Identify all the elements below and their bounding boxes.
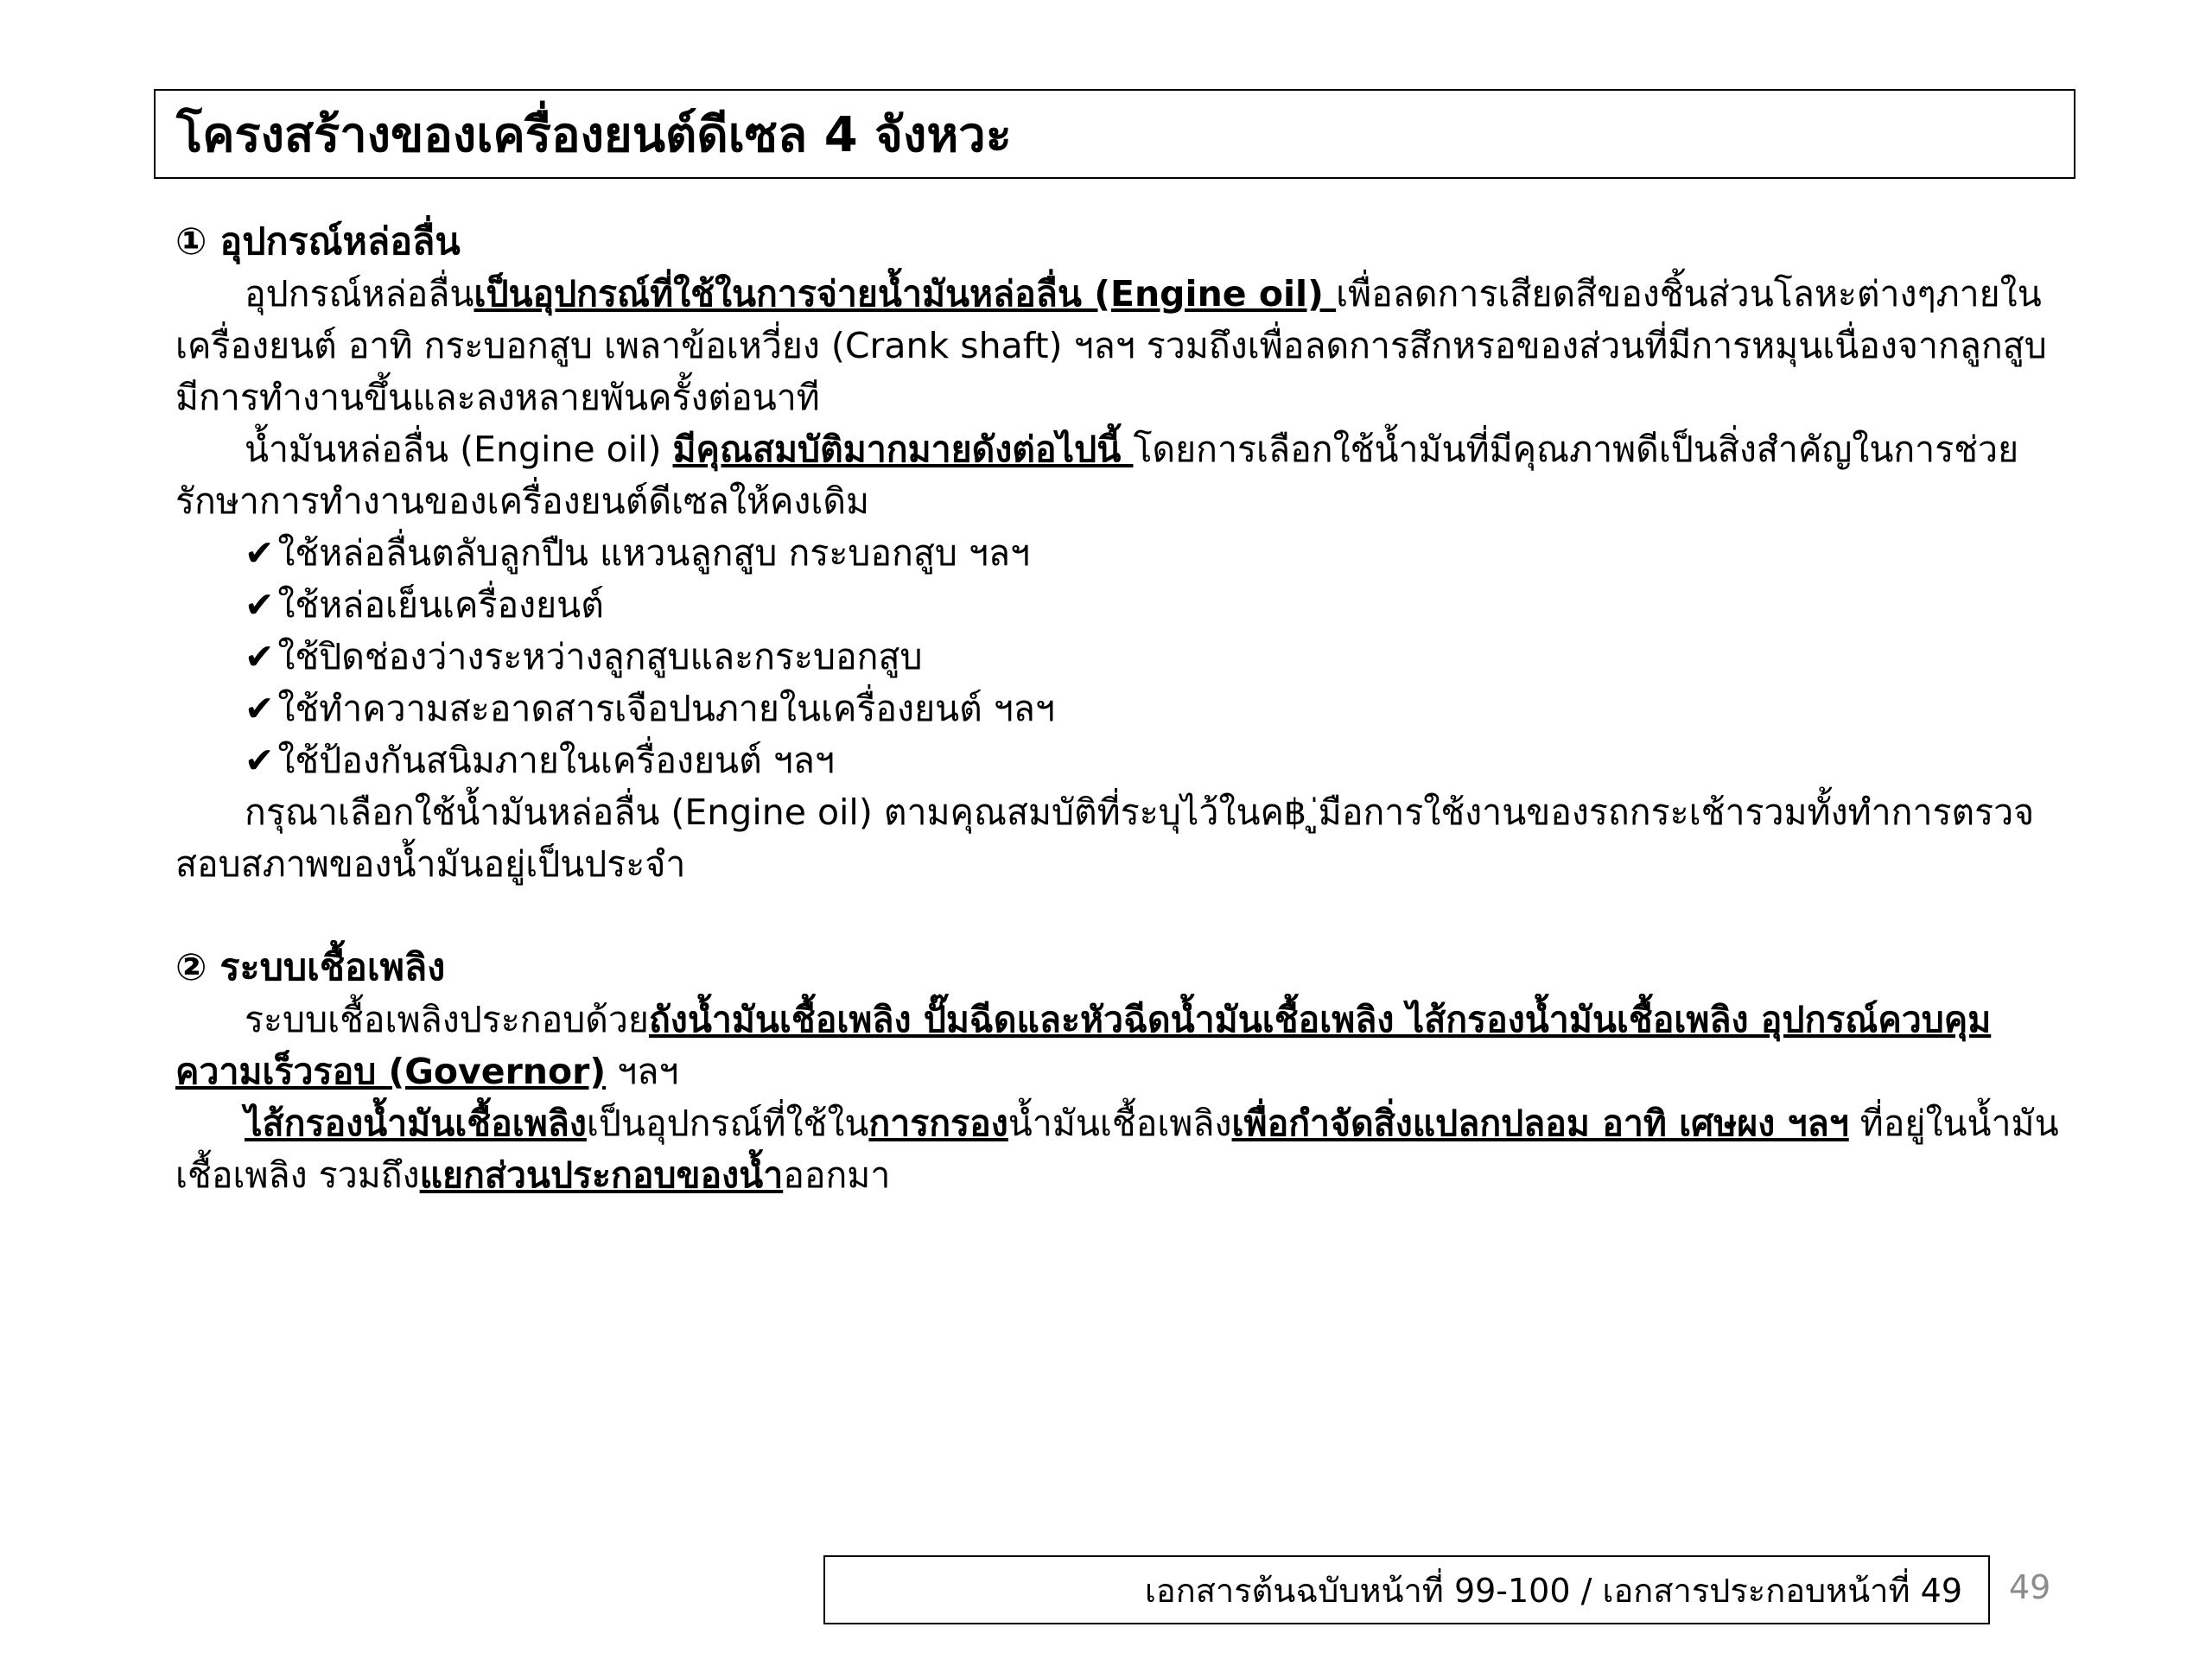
text-run: ฯลฯ xyxy=(606,1051,679,1092)
list-item xyxy=(175,631,2059,683)
text-run: โดยการเลือกใช้น้ำมันที่มีคุณภาพดีเป็นสิ่งสำคัญในการช่วยรักษาการทำงานของเครื่องยนต์ดีเซลให้คงเดิม xyxy=(175,429,2019,522)
text-run: อุปกรณ์หล่อลื่น xyxy=(245,273,474,315)
text-run: น้ำมันเชื้อเพลิง xyxy=(1007,1103,1232,1144)
section-1-paragraph-3: กรุณาเลือกใช้น้ำมันหล่อลื่น (Engine oil) ตามคุณสมบัติที่ระบุไว้ในค฿ ู่มือการใช้งานของรถกระเช้ารวมทั้งทำการตรวจสอบสภาพของน้ำมันอยู่เป็นประจำ xyxy=(175,791,2035,885)
list-item xyxy=(175,527,2059,579)
text-run: ออกมา xyxy=(783,1154,891,1196)
content-area xyxy=(175,216,2059,1201)
oil-properties-list xyxy=(175,527,2059,786)
list-item xyxy=(175,579,2059,631)
list-item-text: ใช้ปิดช่องว่างระหว่างลูกสูบและกระบอกสูบ xyxy=(277,636,923,677)
text-run: ที่อยู่ในน้ำมันเชื้อเพลิง รวมถึง xyxy=(175,1103,2059,1196)
list-item-text: ใช้หล่อลื่นตลับลูกปืน แหวนลูกสูบ กระบอกสูบ ฯลฯ xyxy=(277,532,1031,574)
text-run-emphasis: เพื่อกำจัดสิ่งแปลกปลอม อาทิ เศษผง ฯลฯ xyxy=(1231,1103,1849,1144)
text-run: เพื่อลดการเสียดสีของชิ้นส่วนโลหะต่างๆภายในเครื่องยนต์ อาทิ กระบอกสูบ เพลาข้อเหวี่ยง (Crank shaft) ฯลฯ รวมถึงเพื่อลดการสึกหรอของส่วนที่มีการหมุนเนื่องจากลูกสูบมีการทำงานขึ้นและลงหลายพันครั้งต่อนาที xyxy=(175,273,2047,418)
section-2-paragraph-2 xyxy=(175,1097,2059,1201)
section-1-paragraph-1 xyxy=(175,268,2059,423)
text-run-emphasis: แยกส่วนประกอบของน้ำ xyxy=(419,1154,784,1196)
list-item xyxy=(175,734,2059,786)
page-title: โครงสร้างของเครื่องยนต์ดีเซล 4 จังหวะ xyxy=(176,106,1012,163)
checkmark-icon: ✔ xyxy=(245,740,275,781)
text-run: เป็นอุปกรณ์ที่ใช้ใน xyxy=(586,1103,869,1144)
section-spacer xyxy=(175,890,2059,942)
text-run-emphasis: ถังน้ำมันเชื้อเพลิง ปั๊มฉีดและหัวฉีดน้ำมันเชื้อเพลิง ไส้กรองน้ำมันเชื้อเพลิง อุปกรณ์ควบคุมความเร็วรอบ (Governor) xyxy=(175,999,1992,1092)
section-1-paragraph-2 xyxy=(175,423,2059,527)
text-run-emphasis: ไส้กรองน้ำมันเชื้อเพลิง xyxy=(245,1103,587,1144)
text-run-emphasis: การกรอง xyxy=(868,1103,1008,1144)
footer-reference-box xyxy=(823,1555,1990,1624)
text-run: ระบบเชื้อเพลิงประกอบด้วย xyxy=(245,999,649,1040)
footer-reference: เอกสารต้นฉบับหน้าที่ 99-100 / เอกสารประกอบหน้าที่ 49 xyxy=(1144,1571,1962,1610)
text-run: น้ำมันหล่อลื่น (Engine oil) xyxy=(245,429,673,470)
section-2-paragraph-1 xyxy=(175,994,2059,1097)
list-item-text: ใช้ทำความสะอาดสารเจือปนภายในเครื่องยนต์ ฯลฯ xyxy=(277,688,1055,729)
list-item-text: ใช้หล่อเย็นเครื่องยนต์ xyxy=(277,584,604,626)
page-number: 49 xyxy=(2009,1568,2051,1606)
list-item xyxy=(175,683,2059,734)
checkmark-icon: ✔ xyxy=(245,636,275,677)
checkmark-icon: ✔ xyxy=(245,532,275,574)
title-box xyxy=(154,89,2075,179)
section-1-heading: ① อุปกรณ์หล่อลื่น xyxy=(175,220,461,264)
text-run-emphasis: มีคุณสมบัติมากมายดังต่อไปนี้ xyxy=(672,429,1134,470)
checkmark-icon: ✔ xyxy=(245,688,275,729)
text-run-emphasis: เป็นอุปกรณ์ที่ใช้ในการจ่ายน้ำมันหล่อลื่น (Engine oil) xyxy=(474,273,1337,315)
section-2-heading: ② ระบบเชื้อเพลิง xyxy=(175,946,446,989)
list-item-text: ใช้ป้องกันสนิมภายในเครื่องยนต์ ฯลฯ xyxy=(277,740,835,781)
checkmark-icon: ✔ xyxy=(245,584,275,626)
